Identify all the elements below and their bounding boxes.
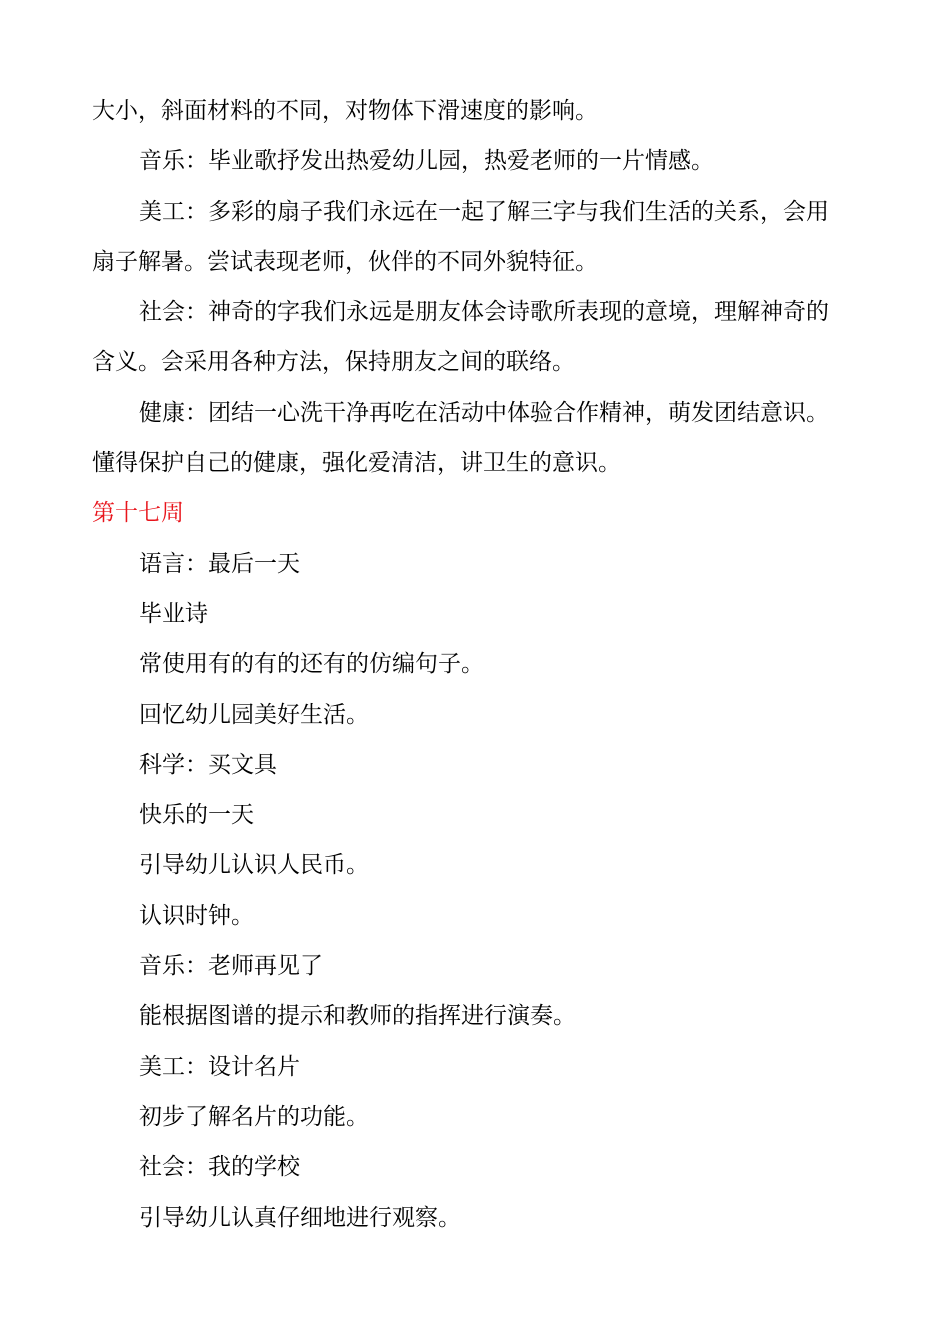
text-line: 健康：团结一心洗干净再吃在活动中体验合作精神，萌发团结意识。 xyxy=(139,399,829,426)
text-line: 扇子解暑。尝试表现老师，伙伴的不同外貌特征。 xyxy=(92,248,598,275)
text-line: 初步了解名片的功能。 xyxy=(139,1103,369,1130)
text-line: 能根据图谱的提示和教师的指挥进行演奏。 xyxy=(139,1003,576,1030)
text-line: 毕业诗 xyxy=(139,600,208,627)
text-line: 回忆幼儿园美好生活。 xyxy=(139,701,369,728)
section-heading: 第十七周 xyxy=(92,500,184,527)
text-line: 美工：设计名片 xyxy=(139,1053,300,1080)
text-line: 大小，斜面材料的不同，对物体下滑速度的影响。 xyxy=(92,98,598,124)
text-line: 美工：多彩的扇子我们永远在一起了解三字与我们生活的关系，会用 xyxy=(139,198,829,225)
text-line: 懂得保护自己的健康，强化爱清洁，讲卫生的意识。 xyxy=(92,450,621,477)
text-line: 音乐：老师再见了 xyxy=(139,953,323,980)
text-line: 认识时钟。 xyxy=(139,902,254,929)
text-line: 科学：买文具 xyxy=(139,751,277,778)
text-line: 音乐：毕业歌抒发出热爱幼儿园，热爱老师的一片情感。 xyxy=(139,148,714,175)
text-line: 社会：我的学校 xyxy=(139,1154,300,1181)
text-line: 社会：神奇的字我们永远是朋友体会诗歌所表现的意境，理解神奇的 xyxy=(139,299,829,326)
text-line: 引导幼儿认真仔细地进行观察。 xyxy=(139,1204,461,1231)
text-line: 语言：最后一天 xyxy=(139,550,300,577)
document-body xyxy=(92,86,862,1243)
text-line: 常使用有的有的还有的仿编句子。 xyxy=(139,651,484,678)
text-line: 含义。会采用各种方法，保持朋友之间的联络。 xyxy=(92,349,575,376)
text-line: 快乐的一天 xyxy=(139,802,254,829)
text-line: 引导幼儿认识人民币。 xyxy=(139,852,369,879)
